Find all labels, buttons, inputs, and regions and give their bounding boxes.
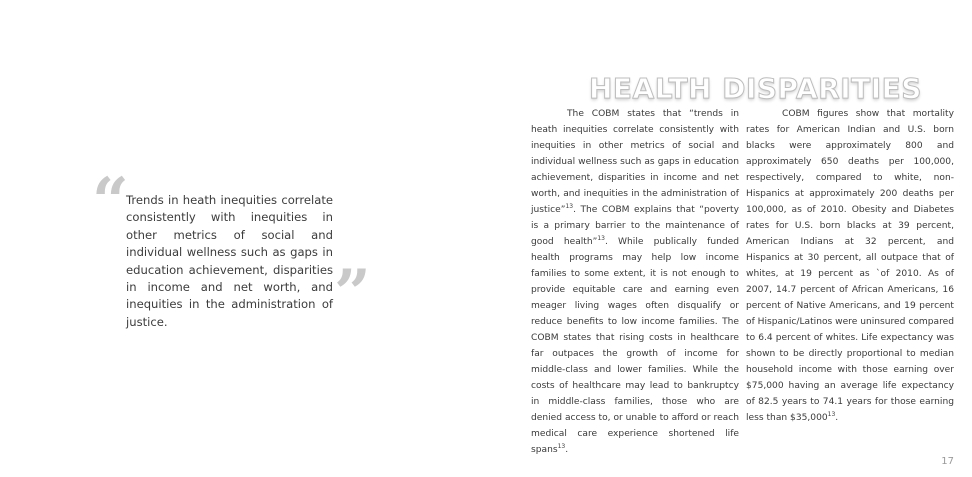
- text-run: COBM figures show that mortality rates for American Indian and U.S. born blacks were approximately 800 and approximately 650 deaths per 100,000, respectively, compared to white, non-Hispanics at approximately 200 deaths per 100,000, as of 2010. Obesity and Diabetes rates for U.S. born blacks at 39 percent, American Indians at 32 percent, and Hispanics at 30 percent, all outpace that of whites, at 19 percent as `of 2010. As of 2007, 14.7 percent of African Americans, 16 percent of Native Americans, and 19 percent of Hispanic/Latinos were uninsured compared to 6.4 percent of whites. Life expectancy was shown to be directly proportional to median household income with those earning over $75,000 having an average life expectancy of 82.5 years to 74.1 years for those earning less than $35,000: [746, 109, 954, 423]
- page-number: 17: [941, 456, 954, 467]
- footnote-reference: 13: [597, 234, 605, 242]
- body-column-left: [531, 106, 739, 458]
- body-column-right: [746, 106, 954, 426]
- footnote-reference: 13: [827, 410, 836, 418]
- text-run: . While publically funded health programs may help low income families to some extent, it is not enough to provide equitable care and earning even meager living wages often disqualify or reduce benefits to low income families. The COBM states that rising costs in healthcare far outpaces the growth of income for middle-class and lower families. While the costs of healthcare may lead to bankruptcy in middle-class families, those who are denied access to, or unable to afford or reach medical care experience shortened life spans: [531, 237, 740, 455]
- body-paragraph: [531, 106, 739, 458]
- text-run: . The COBM explains that “poverty is a primary barrier to the maintenance of good health”: [531, 205, 739, 247]
- text-run: .: [835, 413, 839, 423]
- footnote-reference: 13: [565, 202, 574, 210]
- page-title: HEALTH DISPARITIES: [589, 72, 922, 105]
- open-quote-mark: “: [92, 164, 129, 239]
- text-run: .: [565, 445, 569, 455]
- body-paragraph: [746, 106, 954, 426]
- close-quote-mark: ”: [334, 256, 371, 331]
- footnote-reference: 13: [557, 442, 566, 450]
- pull-quote: Trends in heath inequities correlate consistently with inequities in other metrics of social and individual wellness such as gaps in education achievement, disparities in income and net worth, and inequities in the administration of justice.: [126, 193, 333, 329]
- text-run: The COBM states that “trends in heath inequities correlate consistently with inequities in other metrics of social and individual wellness such as gaps in education achievement, disparities in income and net worth, and inequities in the administration of justice”: [531, 109, 739, 215]
